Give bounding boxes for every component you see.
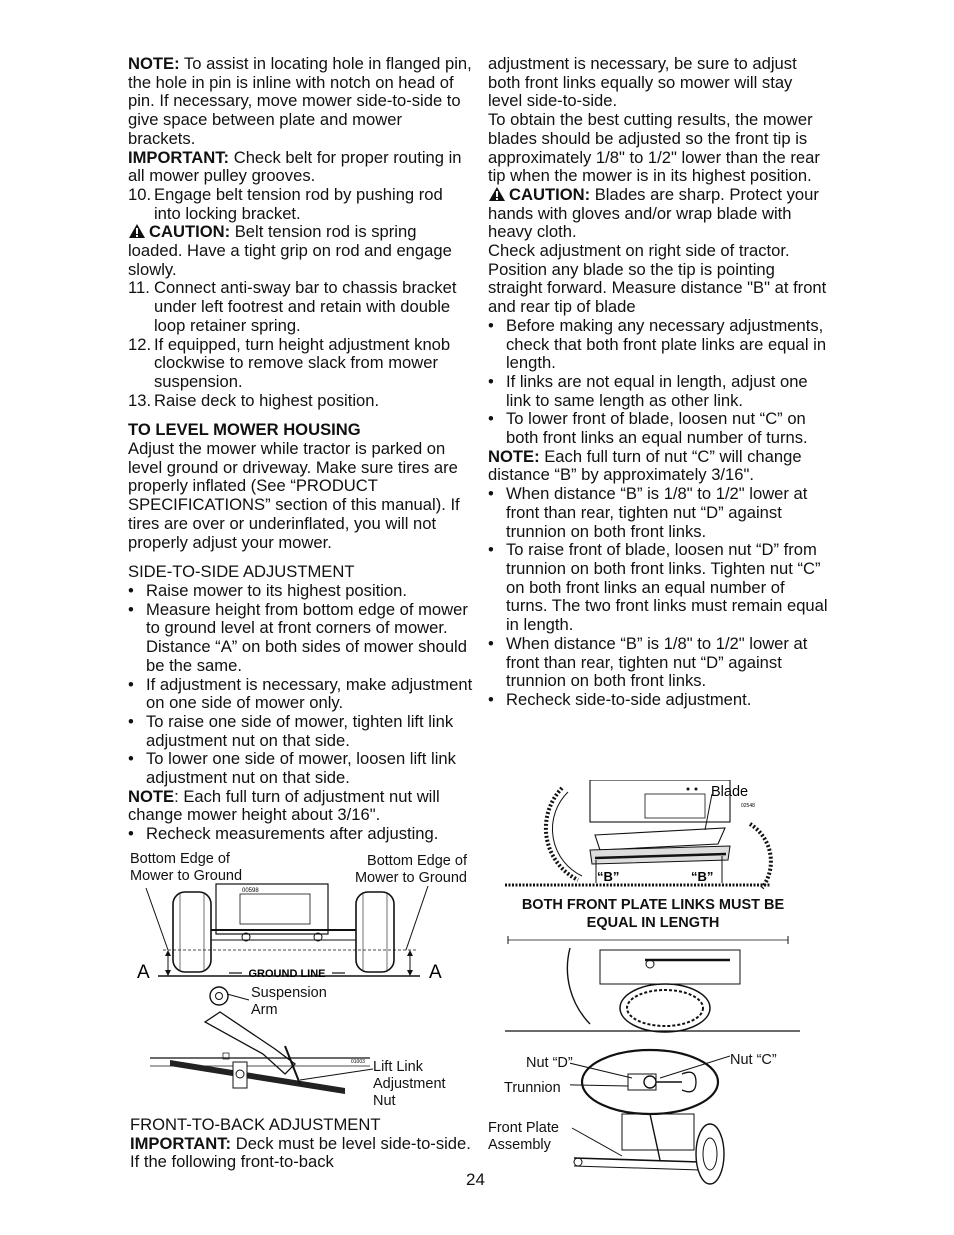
list-item: • To lower one side of mower, loosen lift link adjustment nut on that side. (128, 749, 456, 788)
step-11: 11. Connect anti-sway bar to chassis bracket under left footrest and retain with double loop retainer spring. (128, 278, 457, 335)
front-to-back-section (130, 1116, 475, 1172)
list-item: • Before making any necessary adjustments, check that both front plate links are equal in length. (488, 315, 827, 373)
important-paragraph-2: IMPORTANT: Deck must be level side-to-side. If the following front-to-back (130, 1133, 471, 1172)
note-text: To assist in locating hole in flanged pin, the hole in pin is inline with notch on head of pin. If necessary, move mower side-to-side to give space between plate and mower brackets. (128, 54, 472, 148)
mower-front-view-diagram (128, 880, 473, 985)
right-paragraph-3: Check adjustment on right side of tractor. Position any blade so the tip is pointing straight forward. Measure distance "B" at front and rear tip of blade (488, 241, 827, 317)
list-item: • Raise mower to its highest position. (128, 580, 408, 600)
blade-side-view-diagram (500, 780, 800, 892)
warning-icon (128, 223, 146, 239)
trunnion-label: Trunnion (504, 1080, 561, 1096)
important-label: IMPORTANT: (130, 1133, 232, 1153)
right-paragraph-1: adjustment is necessary, be sure to adjust both front links equally so mower will stay level side-to-side. (488, 54, 797, 111)
fig2-code: 01003 (351, 1059, 365, 1065)
nut-c-label: Nut “C” (730, 1052, 777, 1068)
lift-link-nut-label: Lift Link Adjustment Nut (373, 1059, 446, 1109)
warning-icon (488, 186, 506, 202)
level-paragraph: Adjust the mower while tractor is parked on level ground or driveway. Make sure tires are properly inflated (See “PRODUCT SPECIFICATIONS” section of this manual). If tires are over or underinflated, you will not properly adjust your mower. (128, 439, 460, 552)
distance-b-rear: “B” (691, 869, 714, 884)
distance-a-left: A (137, 962, 150, 983)
caution-paragraph: CAUTION: Belt tension rod is spring loaded. Have a tight grip on rod and engage slowly. (128, 222, 452, 279)
important-label: IMPORTANT: (128, 147, 230, 167)
caution-label: CAUTION: (509, 184, 591, 204)
note-label: NOTE: (128, 54, 180, 73)
note-label: NOTE: (488, 446, 540, 466)
list-item: • Measure height from bottom edge of mower to ground level at front corners of mower. Distance “A” on both sides of mower should be the same. (128, 599, 468, 675)
left-column (128, 55, 473, 844)
front-links-diagram (500, 934, 805, 1034)
caution-label: CAUTION: (149, 222, 231, 242)
distance-b-front: “B” (597, 869, 620, 884)
list-item: • When distance “B” is 1/8" to 1/2" lower at front than rear, tighten nut “D” against trunnion on both front links. (488, 633, 808, 691)
caution-paragraph-2: CAUTION: Blades are sharp. Protect your hands with gloves and/or wrap blade with heavy cloth. (488, 184, 819, 242)
section-heading-level: TO LEVEL MOWER HOUSING (128, 420, 361, 440)
step-13: 13. Raise deck to highest position. (128, 390, 380, 410)
suspension-arm-label: Suspension Arm (251, 985, 327, 1018)
important-paragraph (128, 149, 473, 186)
side-heading: SIDE-TO-SIDE ADJUSTMENT (128, 562, 355, 582)
note-paragraph-3: NOTE: Each full turn of nut “C” will change distance “B” by approximately 3/16". (488, 446, 802, 485)
list-item: • Recheck side-to-side adjustment. (488, 689, 752, 709)
links-caption: BOTH FRONT PLATE LINKS MUST BE EQUAL IN LENGTH (521, 897, 785, 931)
step-10: 10. Engage belt tension rod by pushing rod into locking bracket. (128, 184, 443, 223)
fig1-code: 00598 (242, 888, 259, 894)
page-number: 24 (466, 1170, 485, 1189)
list-item: • If links are not equal in length, adjust one link to same length as other link. (488, 371, 808, 410)
list-item: • If adjustment is necessary, make adjustment on one side of mower only. (128, 674, 473, 713)
right-column (488, 55, 828, 710)
note-label: NOTE (128, 786, 175, 806)
distance-a-right: A (429, 962, 442, 983)
note-paragraph (128, 55, 473, 149)
list-item: • When distance “B” is 1/8" to 1/2" lower at front than rear, tighten nut “D” against trunnion on both front links. (488, 484, 808, 541)
nut-detail-diagram (570, 1048, 730, 1188)
front-plate-label: Front Plate Assembly (488, 1120, 559, 1153)
list-item: • To raise one side of mower, tighten lift link adjustment nut on that side. (128, 711, 454, 750)
ground-line-label: GROUND LINE (248, 968, 326, 980)
list-item: • To raise front of blade, loosen nut “D” from trunnion on both front links. Tighten nut “C” on both front links an equal number of turns. The two front links must remain equal in length. (488, 540, 828, 635)
nut-d-label: Nut “D” (526, 1055, 573, 1071)
fig1-right-label: Bottom Edge of Mower to Ground (354, 853, 467, 886)
list-item: • To lower front of blade, loosen nut “C” on both front links an equal number of turns. (488, 409, 808, 448)
list-item: • Recheck measurements after adjusting. (128, 824, 439, 844)
suspension-arm-diagram (145, 984, 375, 1094)
important-text: Check belt for proper routing in all mower pulley grooves. (128, 147, 462, 186)
fig3-code: 02548 (741, 803, 755, 809)
front-to-back-heading: FRONT-TO-BACK ADJUSTMENT (130, 1115, 381, 1134)
right-paragraph-2: To obtain the best cutting results, the mower blades should be adjusted so the front tip is approximately 1/8" to 1/2" lower than the rear tip when the mower is in its highest position. (488, 110, 820, 186)
step-12: 12. If equipped, turn height adjustment knob clockwise to remove slack from mower suspension. (128, 334, 451, 391)
blade-label: Blade (711, 784, 749, 800)
note-paragraph-2: NOTE: Each full turn of adjustment nut will change mower height about 3/16". (128, 786, 440, 825)
fig1-left-label: Bottom Edge of Mower to Ground (130, 851, 243, 884)
